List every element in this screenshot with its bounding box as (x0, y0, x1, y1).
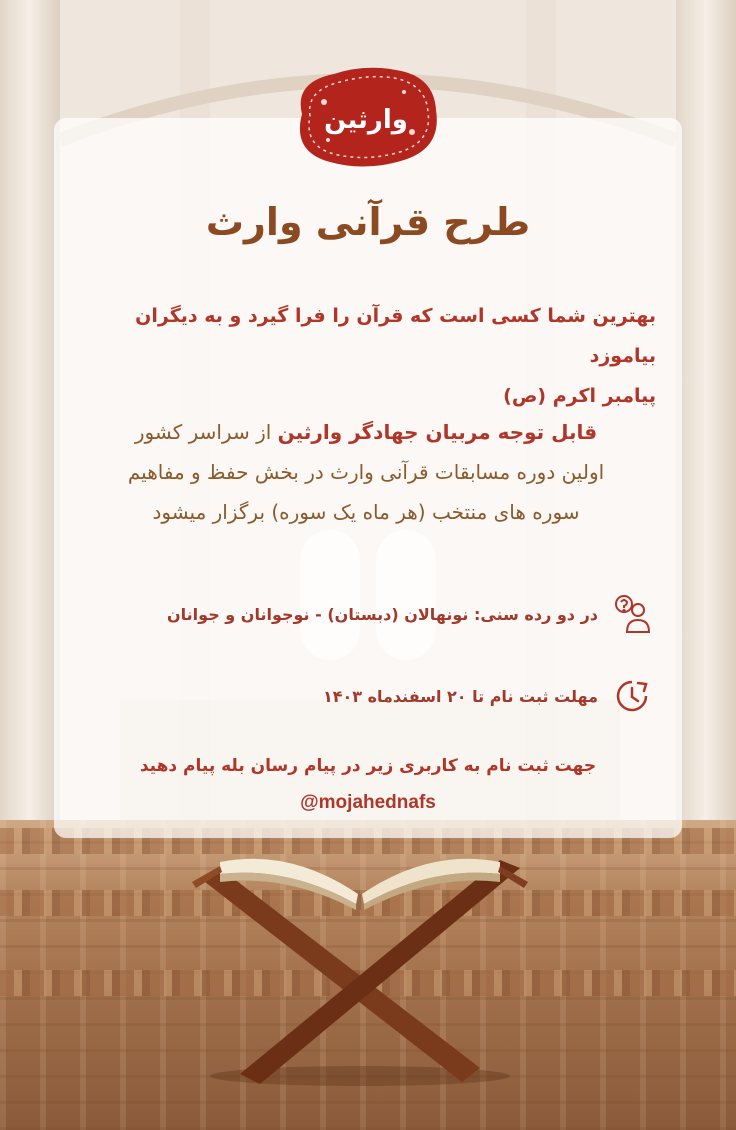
varesin-logo (284, 62, 448, 172)
announcement-line2: اولین دوره مسابقات قرآنی وارث در بخش حفظ و مفاهیم (127, 460, 605, 484)
deadline-text: مهلت ثبت نام تا ۲۰ اسفندماه ۱۴۰۳ (322, 686, 598, 706)
logo-text: وارثین (324, 105, 408, 135)
deadline-row (323, 674, 654, 718)
age-groups-row (167, 592, 654, 636)
bale-handle-link[interactable]: @mojahednafs (300, 792, 436, 813)
hadith-line: بهترین شما کسی است که قرآن را فرا گیرد و به دیگران بیاموزد (135, 305, 656, 367)
announcement-line1-rest: از سراسر کشور (134, 420, 278, 444)
announcement-line3: سوره های منتخب (هر ماه یک سوره) برگزار میشود (152, 500, 580, 524)
clock-icon (610, 674, 654, 718)
quran-stand-icon (180, 838, 540, 1088)
page-title: طرح قرآنی وارث (205, 200, 531, 244)
hadith-quote (80, 296, 656, 416)
announcement-highlight: قابل توجه مربیان جهادگر وارثین (277, 420, 598, 444)
registration-instruction: جهت ثبت نام به کاربری زیر در پیام رسان بله پیام دهید (139, 756, 597, 776)
hadith-attribution: پیامبر اکرم (ص) (503, 385, 656, 407)
announcement-text (70, 412, 662, 532)
users-question-icon (610, 592, 654, 636)
age-groups-text: در دو رده سنی: نونهالان (دبستان) - نوجوانان و جوانان (167, 604, 598, 624)
